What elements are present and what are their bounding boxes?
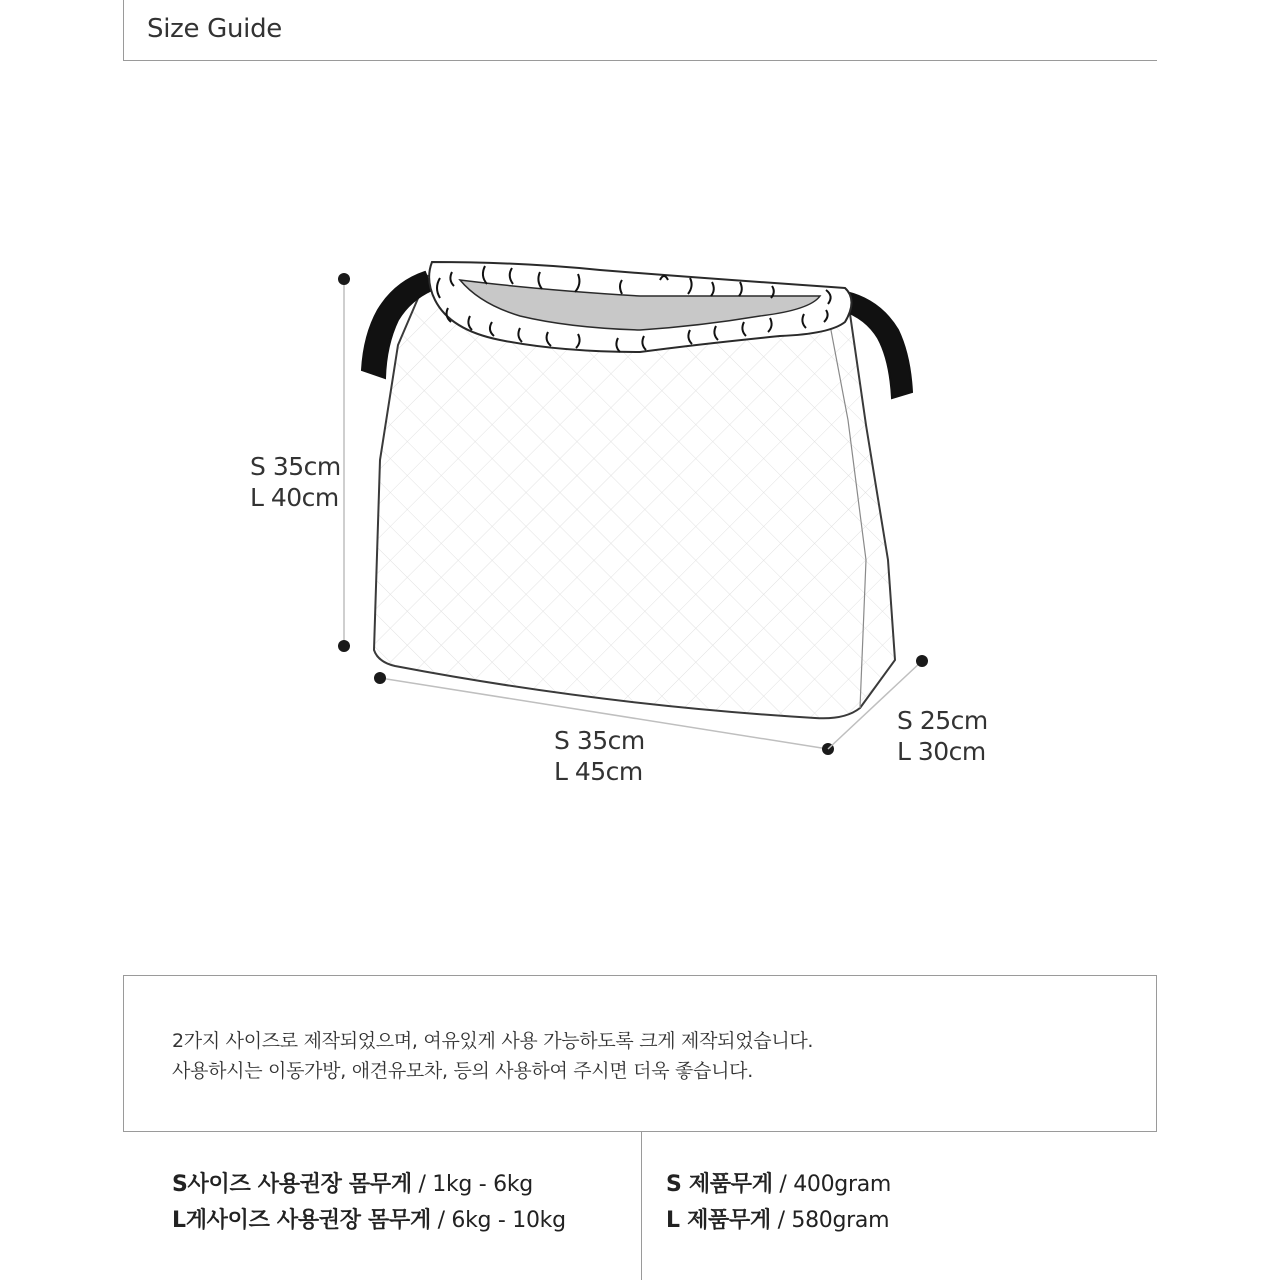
bag-illustration — [360, 250, 920, 730]
height-large: L 40cm — [250, 483, 339, 512]
width-dimension-label — [554, 725, 645, 787]
depth-small: S 25cm — [897, 706, 988, 735]
spec-l-product-weight — [666, 1203, 889, 1234]
height-small: S 35cm — [250, 452, 341, 481]
description-box — [123, 975, 1157, 1132]
depth-dimension-label — [897, 705, 988, 767]
spec-l-recommended-weight — [172, 1203, 566, 1234]
spec-label: S 제품무게 — [666, 1172, 773, 1197]
spec-value: / 580gram — [770, 1208, 890, 1233]
spec-label: L 제품무게 — [666, 1208, 771, 1233]
page-title: Size Guide — [147, 14, 282, 44]
spec-value: / 400gram — [772, 1172, 892, 1197]
spec-label: S사이즈 사용권장 몸무게 — [172, 1172, 412, 1197]
spec-s-recommended-weight — [172, 1167, 533, 1198]
spec-s-product-weight — [666, 1167, 891, 1198]
spec-value: / 6kg - 10kg — [430, 1208, 566, 1233]
width-large: L 45cm — [554, 757, 643, 786]
spec-divider — [641, 1131, 642, 1280]
height-dimension-label — [250, 451, 341, 513]
spec-value: / 1kg - 6kg — [411, 1172, 533, 1197]
depth-large: L 30cm — [897, 737, 986, 766]
width-small: S 35cm — [554, 726, 645, 755]
description-line-1: 2가지 사이즈로 제작되었으며, 여유있게 사용 가능하도록 크게 제작되었습니다. — [172, 1030, 814, 1052]
description-line-2: 사용하시는 이동가방, 애견유모차, 등의 사용하여 주시면 더욱 좋습니다. — [172, 1060, 753, 1082]
spec-label: L게사이즈 사용권장 몸무게 — [172, 1208, 431, 1233]
